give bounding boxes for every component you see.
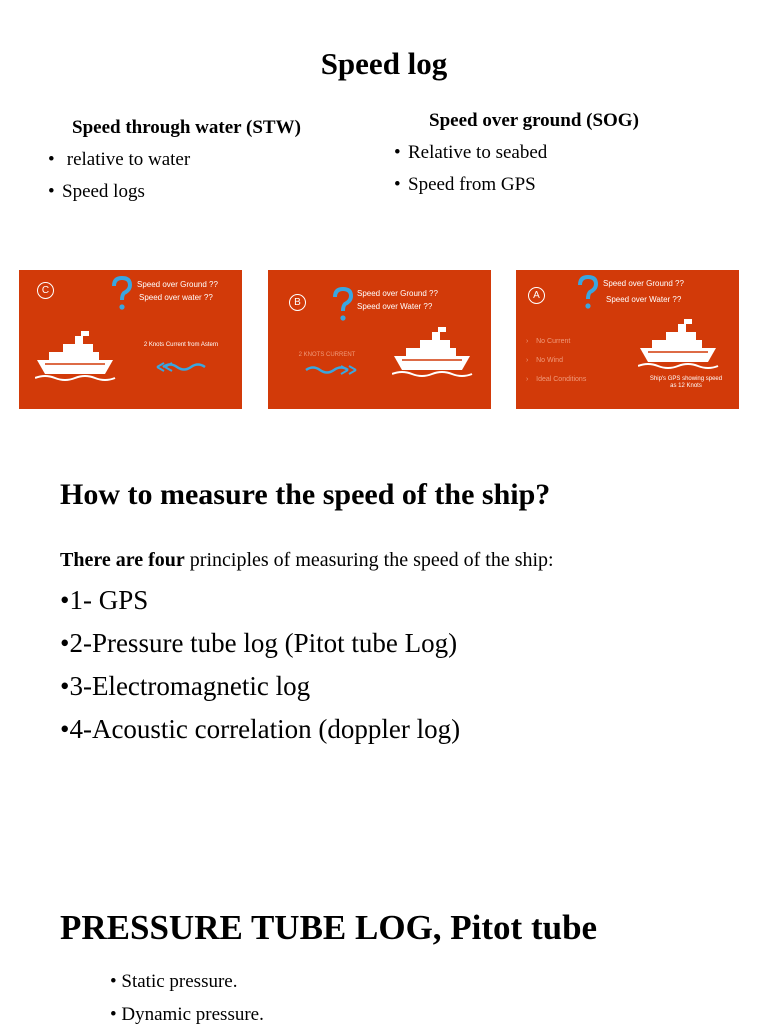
pitot-bullet-list [110, 965, 264, 1031]
panel-note: 2 KNOTS CURRENT [298, 352, 356, 358]
panel-note: Ship's GPS showing speed as 12 Knots [649, 376, 723, 389]
list-item: • Dynamic pressure. [110, 1004, 264, 1025]
list-item: • Static pressure. [110, 971, 238, 992]
wave-arrow-icon [302, 364, 358, 376]
sog-heading: Speed over ground (SOG) [429, 110, 639, 131]
scenario-panel-a [516, 270, 739, 409]
chevron-right-icon: › [526, 338, 529, 345]
section-heading-pitot: PRESSURE TUBE LOG, Pitot tube [60, 908, 598, 947]
measure-intro: There are four principles of measuring the speed of the ship: [60, 549, 554, 571]
page-title: Speed log [320, 46, 448, 81]
chevron-right-icon: › [526, 376, 529, 383]
ship-icon [35, 330, 123, 382]
panel-line-1: Speed over Ground ?? [137, 280, 218, 289]
list-item: › No Wind [526, 357, 563, 364]
panel-line-2: Speed over Water ?? [357, 302, 433, 311]
ship-icon [638, 318, 726, 370]
stw-bullet-list [48, 144, 190, 208]
question-mark-icon [111, 276, 133, 319]
panel-letter: A [528, 287, 545, 304]
sog-bullet-list [394, 137, 547, 201]
list-item: •4-Acoustic correlation (doppler log) [60, 714, 461, 744]
panel-line-2: Speed over water ?? [139, 293, 213, 302]
panel-line-1: Speed over Ground ?? [357, 289, 438, 298]
list-item: › No Current [526, 338, 571, 345]
panel-letter: C [37, 282, 54, 299]
ship-icon [392, 326, 480, 378]
section-heading-measure: How to measure the speed of the ship? [60, 478, 551, 511]
panel-letter: B [289, 294, 306, 311]
question-mark-icon [577, 275, 599, 318]
stw-heading: Speed through water (STW) [72, 117, 301, 138]
wave-arrow-icon [155, 361, 211, 373]
panel-note: 2 Knots Current from Astern [143, 342, 219, 348]
list-item: • Speed from GPS [394, 174, 536, 195]
chevron-right-icon: › [526, 357, 529, 364]
list-item: •2-Pressure tube log (Pitot tube Log) [60, 628, 458, 658]
list-item: • Relative to seabed [394, 142, 548, 163]
list-item: • relative to water [48, 149, 191, 170]
panel-line-1: Speed over Ground ?? [603, 279, 684, 288]
panel-line-2: Speed over Water ?? [606, 295, 682, 304]
list-item: •3-Electromagnetic log [60, 671, 311, 701]
question-mark-icon [332, 287, 354, 330]
list-item: •1- GPS [60, 585, 149, 615]
measure-list [60, 579, 460, 751]
list-item: › Ideal Conditions [526, 376, 587, 383]
scenario-panel-b [268, 270, 491, 409]
list-item: • Speed logs [48, 181, 145, 202]
scenario-panel-c [19, 270, 242, 409]
